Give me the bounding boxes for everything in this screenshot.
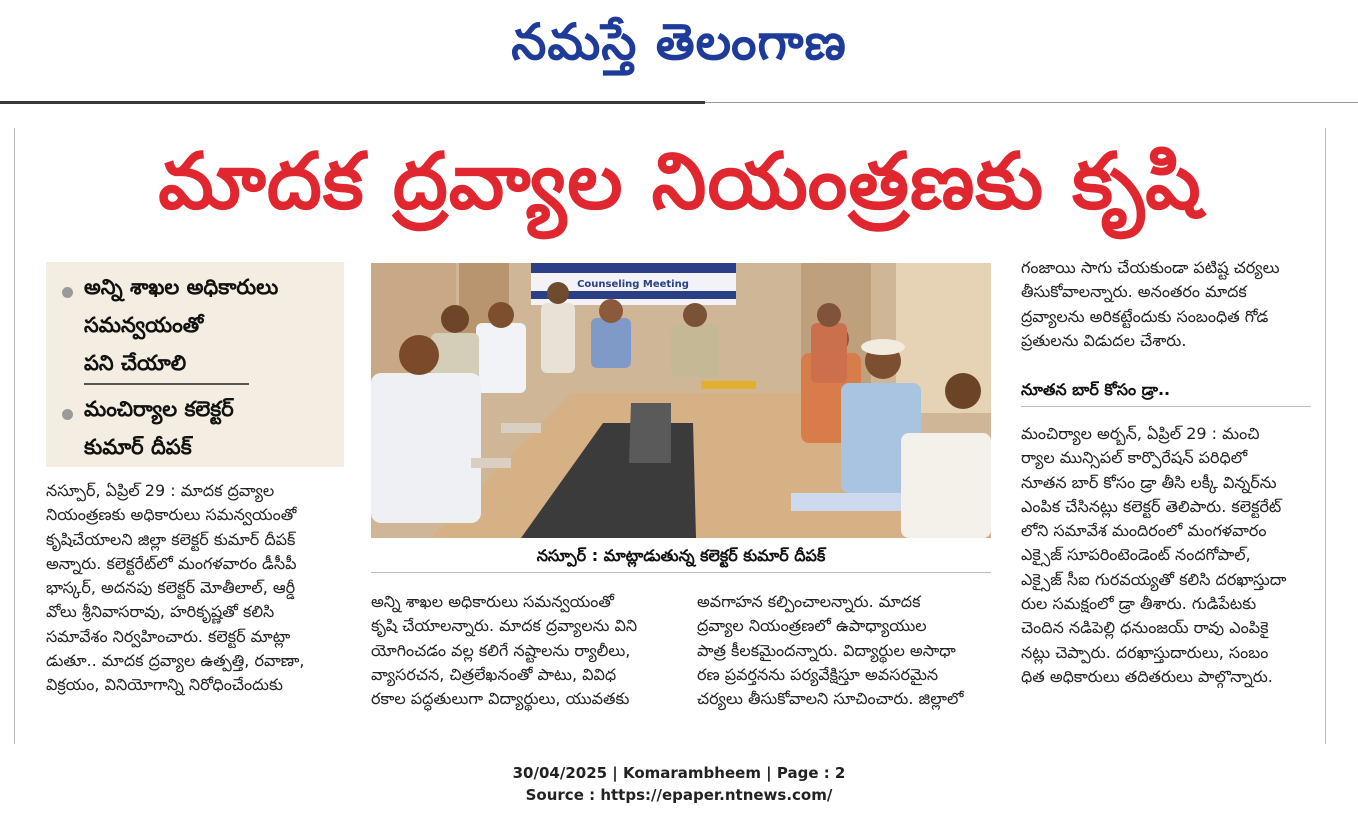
article-column-2: అన్ని శాఖల అధికారులు సమన్వయంతో కృషి చేయాలన్నారు. మాదక ద్రవ్యాలను విని యోగించడం వల్ల కలిగే నష్టాలను ర్యాలీలు, వ్యాసరచన, చిత్రలేఖనంతో పాటు, వివిధ రకాల పద్ధతులుగా విద్యార్థులు, యువతకు: [371, 592, 638, 709]
highlight-text: అన్ని శాఖల అధికారులు సమన్వయంతో పని చేయాలి: [84, 275, 279, 375]
caption-rule: [371, 572, 991, 573]
subheading: నూతన బార్ కోసం డ్రా..: [1021, 380, 1171, 399]
highlight-divider: [84, 383, 249, 385]
bar-draw-article: మంచిర్యాల అర్బన్, ఏప్రిల్ 29 : మంచి ర్యాల మున్సిపల్ కార్పొరేషన్ పరిధిలో నూతన బార్ కోసం డ్రా తీసి లక్కీ విన్నర్‌ను ఎంపిక చేసినట్లు కలెక్టర్ తెలిపారు. కలెక్టరేట్ లోని సమావేశ మందిరంలో మంగళవారం ఎక్సైజ్ సూపరింటెండెంట్ నందగోపాల్, ఎక్సైజ్ సీఐ గురవయ్యతో కలిసి దరఖాస్తుదా రుల సమక్షంలో డ్రా తీశారు. గుడిపేటకు చెందిన నడిపెల్లి ధనుంజయ్ రావు ఎంపికై నట్లు చెప్పారు. దరఖాస్తుదారులు, సంబం ధిత అధికారులు తదితరులు పాల్గొన్నారు.: [1021, 424, 1287, 686]
news-photo: [371, 263, 991, 538]
article-column-3: అవగాహన కల్పించాలన్నారు. మాదక ద్రవ్యాల నియంత్రణలో ఉపాధ్యాయుల పాత్ర కీలకమైందన్నారు. విద్యార్థుల అసాధా రణ ప్రవర్తనను పర్యవేక్షిస్తూ అవసరమైన చర్యలు తీసుకోవాలని సూచించారు. జిల్లాలో: [697, 592, 964, 709]
photo-caption: నస్పూర్ : మాట్లాడుతున్న కలెక్టర్ కుమార్ దీపక్: [536, 546, 826, 565]
highlight-text: మంచిర్యాల కలెక్టర్ కుమార్ దీపక్: [84, 397, 234, 459]
article-column-4: గంజాయి సాగు చేయకుండా పటిష్ట చర్యలు తీసుకోవాలన్నారు. అనంతరం మాదక ద్రవ్యాలను అరికట్టేందుకు సంబంధిత గోడ ప్రతులను విడుదల చేశారు.: [1021, 258, 1280, 350]
meeting-photo: [371, 263, 991, 538]
highlights-box: [46, 262, 344, 467]
bullet-icon: [62, 287, 73, 298]
banner-text: Counseling Meeting: [577, 279, 689, 290]
masthead-rule-thin: [705, 102, 1358, 103]
bullet-icon: [62, 409, 73, 420]
page-border-left: [14, 128, 15, 744]
article-column-1: నస్పూర్, ఏప్రిల్ 29 : మాదక ద్రవ్యాల నియంత్రణకు అధికారులు సమన్వయంతో కృషిచేయాలని జిల్లా కలెక్టర్ కుమార్ దీపక్ అన్నారు. కలెక్టరేట్‌లో మంగళవారం డీసీపీ భాస్కర్, అదనపు కలెక్టర్ మోతీలాల్, ఆర్డీ వోలు శ్రీనివాసరావు, హరికృష్ణతో కలిసి సమావేశం నిర్వహించారు. కలెక్టర్ మాట్లా డుతూ.. మాదక ద్రవ్యాల ఉత్పత్తి, రవాణా, విక్రయం, వినియోగాన్ని నిరోధించేందుకు: [46, 481, 305, 695]
footer-source-link[interactable]: Source : https://epaper.ntnews.com/: [525, 786, 833, 804]
footer-dateline: 30/04/2025 | Komarambheem | Page : 2: [512, 764, 846, 782]
headline: మాదక ద్రవ్యాల నియంత్రణకు కృషి: [158, 137, 1202, 227]
masthead-rule: [0, 101, 705, 104]
masthead-logo: నమస్తే తెలంగాణ: [511, 13, 847, 71]
subheading-rule: [1021, 406, 1311, 407]
